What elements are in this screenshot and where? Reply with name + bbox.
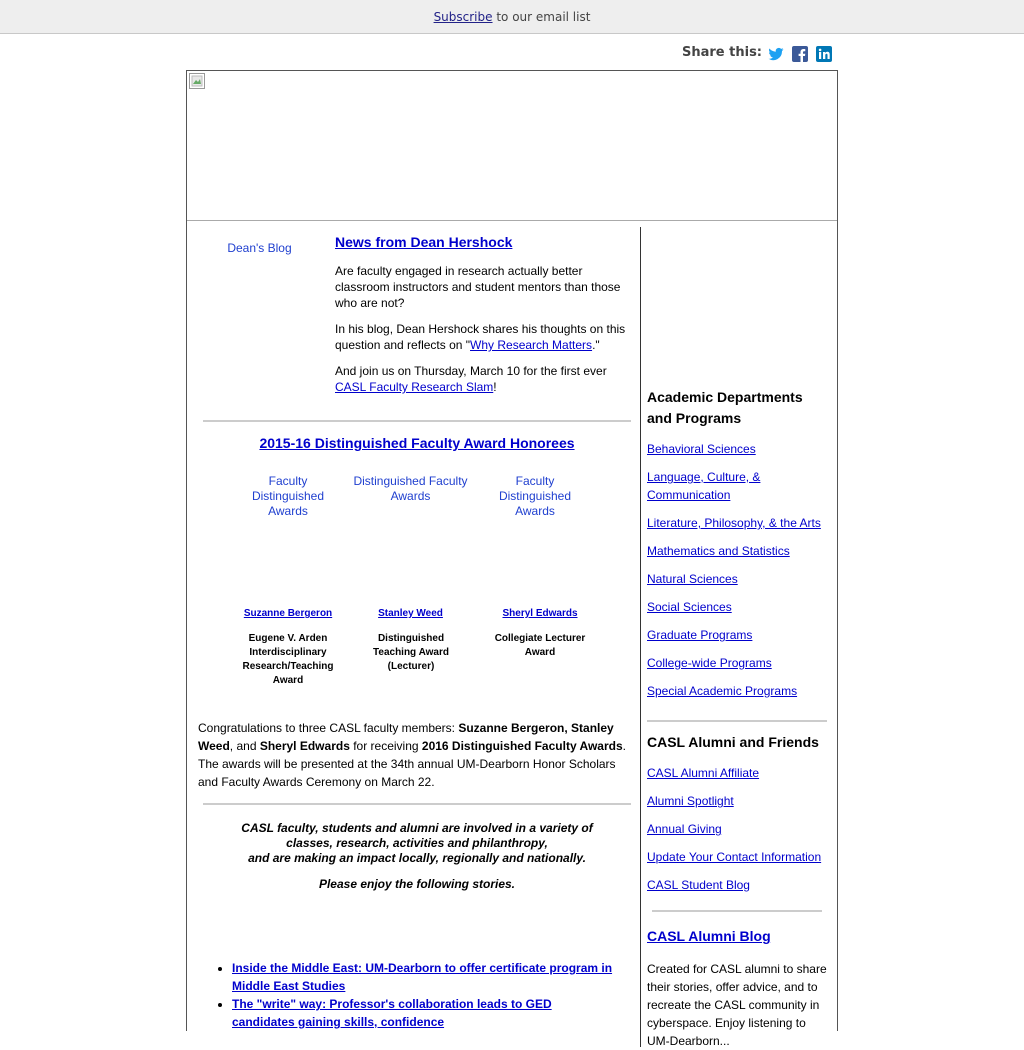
honoree-award-2: Distinguished Teaching Award (Lecturer) (373, 633, 449, 672)
dean-paragraph-1: Are faculty engaged in research actually better classroom instructors and student mentors than those who are not? (335, 264, 621, 310)
section-divider (203, 803, 631, 805)
newsletter-frame (186, 70, 838, 1048)
sidebar-divider (652, 910, 822, 912)
banner-image (187, 71, 837, 221)
sidebar-link-mathematics[interactable]: Mathematics and Statistics (647, 544, 790, 558)
subscribe-bar (0, 0, 1024, 34)
sidebar-link-social-sciences[interactable]: Social Sciences (647, 600, 732, 614)
twitter-icon[interactable] (768, 46, 784, 62)
sidebar-link-behavioral-sciences[interactable]: Behavioral Sciences (647, 442, 756, 456)
column-divider (640, 227, 641, 1047)
sidebar-link-update-contact[interactable]: Update Your Contact Information (647, 850, 822, 864)
awards-title[interactable]: 2015-16 Distinguished Faculty Award Honorees (259, 435, 575, 451)
departments-heading: Academic Departments and Programs (647, 389, 803, 426)
alumni-blog-title[interactable]: CASL Alumni Blog (647, 928, 771, 944)
dean-news-title[interactable]: News from Dean Hershock (335, 234, 513, 250)
dean-paragraph-3: And join us on Thursday, March 10 for the first ever CASL Faculty Research Slam! (335, 364, 607, 394)
sidebar-divider (647, 720, 827, 722)
dean-blog-image[interactable]: Dean's Blog (227, 241, 292, 255)
sidebar-link-literature-philosophy[interactable]: Literature, Philosophy, & the Arts (647, 516, 821, 530)
facebook-icon[interactable] (792, 46, 808, 62)
story-link-2[interactable]: The "write" way: Professor's collaboration leads to GED candidates gaining skills, confidence (232, 997, 552, 1029)
why-research-matters-link[interactable]: Why Research Matters (470, 338, 593, 352)
share-label: Share this: (682, 45, 763, 60)
broken-image-icon (189, 73, 205, 89)
honoree-name-3[interactable]: Sheryl Edwards (502, 608, 578, 619)
subscribe-text: to our email list (492, 10, 591, 24)
subscribe-link[interactable]: Subscribe (433, 10, 493, 24)
linkedin-icon[interactable] (816, 46, 832, 62)
story-link-1[interactable]: Inside the Middle East: UM-Dearborn to offer certificate program in Middle East Studies (232, 961, 613, 993)
sidebar-link-alumni-spotlight[interactable]: Alumni Spotlight (647, 794, 734, 808)
honoree-award-1: Eugene V. Arden Interdisciplinary Research/Teaching Award (242, 633, 334, 686)
alumni-heading: CASL Alumni and Friends (647, 734, 819, 750)
list-item (232, 995, 614, 1031)
honoree-name-2[interactable]: Stanley Weed (378, 608, 443, 619)
sidebar-link-annual-giving[interactable]: Annual Giving (647, 822, 722, 836)
stories-list (214, 959, 614, 1031)
honoree-image-3[interactable]: Faculty Distinguished Awards (498, 474, 572, 518)
honoree-image-2[interactable]: Distinguished Faculty Awards (353, 474, 468, 503)
stories-enjoy: Please enjoy the following stories. (318, 877, 516, 891)
sidebar-link-graduate-programs[interactable]: Graduate Programs (647, 628, 753, 642)
sidebar-link-language-culture[interactable]: Language, Culture, & Communication (647, 470, 761, 502)
stories-intro: CASL faculty, students and alumni are involved in a variety of classes, research, activities and philanthropy, and are making an impact locally, regionally and nationally. (241, 821, 593, 865)
sidebar-link-natural-sciences[interactable]: Natural Sciences (647, 572, 738, 586)
sidebar-link-college-wide[interactable]: College-wide Programs (647, 656, 772, 670)
section-divider (203, 420, 631, 422)
congrats-paragraph: Congratulations to three CASL faculty members: Suzanne Bergeron, Stanley Weed, and Sheryl Edwards for receiving 2016 Distinguished Faculty Awards. The awards will be presented at the 34th annual UM-Dearborn Honor Scholars and Faculty Awards Ceremony on March 22. (198, 721, 626, 789)
dean-paragraph-2: In his blog, Dean Hershock shares his thoughts on this question and reflects on "Why Research Matters." (335, 322, 626, 352)
research-slam-link[interactable]: CASL Faculty Research Slam (335, 380, 494, 394)
sidebar-link-special-programs[interactable]: Special Academic Programs (647, 684, 798, 698)
sidebar-link-alumni-affiliate[interactable]: CASL Alumni Affiliate (647, 766, 760, 780)
honoree-name-1[interactable]: Suzanne Bergeron (243, 608, 333, 619)
alumni-blog-text: Created for CASL alumni to share their stories, offer advice, and to recreate the CASL community in cyberspace. Enjoy listening to UM-Dearborn... (647, 962, 827, 1048)
list-item (232, 959, 614, 995)
honoree-image-1[interactable]: Faculty Distinguished Awards (251, 474, 325, 518)
sidebar-link-student-blog[interactable]: CASL Student Blog (647, 878, 750, 892)
honoree-award-3: Collegiate Lecturer Award (494, 633, 586, 658)
